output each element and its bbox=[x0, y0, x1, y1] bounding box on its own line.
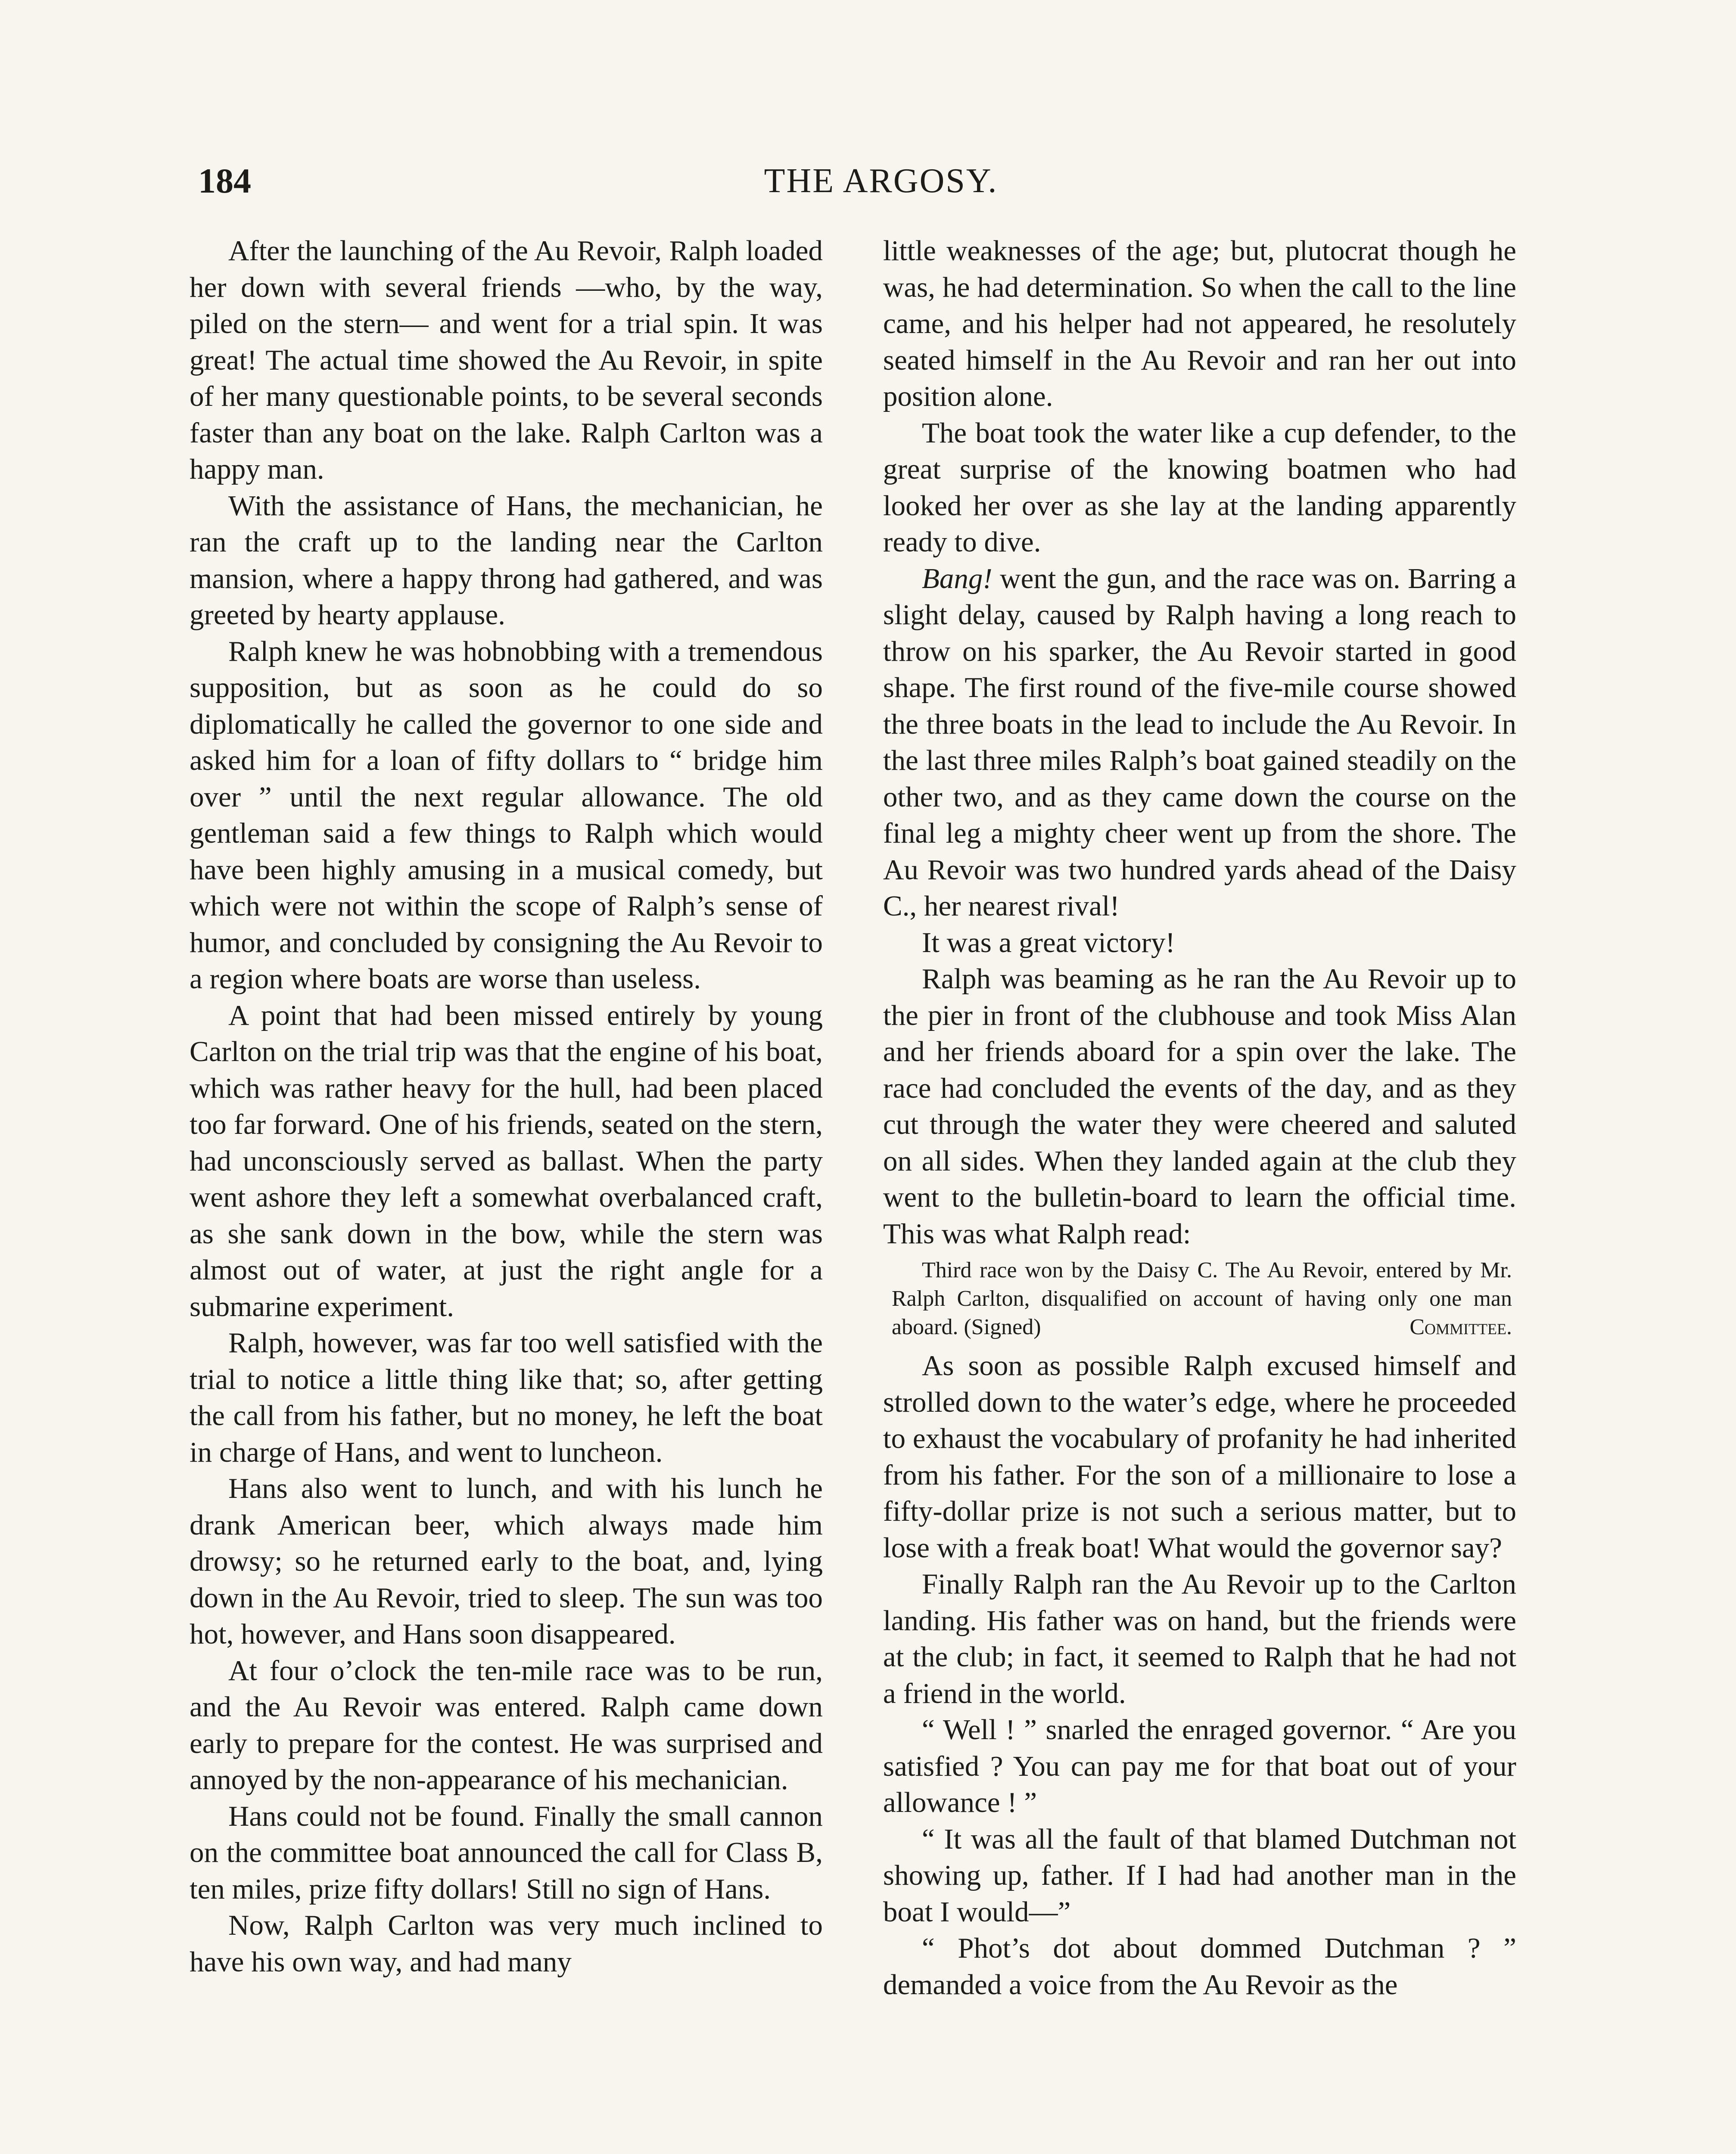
bulletin-notice bbox=[892, 1256, 1516, 1342]
paragraph bbox=[883, 560, 1516, 924]
paragraph: As soon as possible Ralph excused himself and strolled down to the water’s edge, where he proceeded to exhaust the vocabulary of profanity he had inherited from his father. For the son of a millionaire to lose a fifty-dollar prize is not such a serious matter, but to lose with a freak boat! What would the governor say? bbox=[883, 1350, 1516, 1564]
running-head bbox=[198, 155, 1564, 207]
journal-title: THE ARGOSY. bbox=[764, 162, 998, 200]
paragraph: Now, Ralph Carlton was very much inclined to have his own way, and had many bbox=[190, 1909, 823, 1978]
paragraph: Ralph was beaming as he ran the Au Revoir up to the pier in front of the clubhouse and took Miss Alan and her friends aboard for a spin over the lake. The race had concluded the events of the day, and as they cut through the water they were cheered and saluted on all sides. When they landed again at the club they went to the bulletin-board to learn the official time. This was what Ralph read: bbox=[883, 963, 1516, 1250]
bang-word: Bang! bbox=[922, 562, 992, 595]
notice-signature: Committee. bbox=[1409, 1315, 1512, 1339]
notice-text: Third race won by the Daisy C. The Au Revoir, entered by Mr. Ralph Carlton, disqualified on account of having only one man aboard. (Signed) bbox=[892, 1258, 1512, 1339]
paragraph: Ralph knew he was hobnobbing with a tremendous supposition, but as soon as he could do so diplomatically he called the governor to one side and asked him for a loan of fifty dollars to “ bridge him over ” until the next regular allowance. The old gentleman said a few things to Ralph which would have been highly amusing in a musical comedy, but which were not within the scope of Ralph’s sense of humor, and concluded by consigning the Au Revoir to a region where boats are worse than useless. bbox=[190, 635, 823, 995]
paragraph: “ Well ! ” snarled the enraged governor. “ Are you satisfied ? You can pay me for that boat out of your allowance ! ” bbox=[883, 1714, 1516, 1818]
paragraph: It was a great victory! bbox=[922, 926, 1175, 959]
paragraph: Hans also went to lunch, and with his lunch he drank American beer, which always made him drowsy; so he returned early to the boat, and, lying down in the Au Revoir, tried to sleep. The sun was too hot, however, and Hans soon disappeared. bbox=[190, 1472, 823, 1650]
paragraph: At four o’clock the ten-mile race was to be run, and the Au Revoir was entered. Ralph came down early to prepare for the contest. He was surprised and annoyed by the non-appearance of his mechanician. bbox=[190, 1654, 823, 1796]
paragraph: After the launching of the Au Revoir, Ralph loaded her down with several friends —who, by the way, piled on the stern— and went for a trial spin. It was great! The actual time showed the Au Revoir, in spite of her many questionable points, to be several seconds faster than any boat on the lake. Ralph Carlton was a happy man. bbox=[190, 235, 823, 485]
paragraph: With the assistance of Hans, the mechanician, he ran the craft up to the landing near the Carlton mansion, where a happy throng had gathered, and was greeted by hearty applause. bbox=[190, 489, 823, 631]
left-column bbox=[190, 233, 823, 2154]
paragraph: The boat took the water like a cup defender, to the great surprise of the knowing boatmen who had looked her over as she lay at the landing apparently ready to dive. bbox=[883, 417, 1516, 558]
right-column bbox=[883, 233, 1516, 2154]
paragraph: A point that had been missed entirely by young Carlton on the trial trip was that the engine of his boat, which was rather heavy for the hull, had been placed too far forward. One of his friends, seated on the stern, had unconsciously served as ballast. When the party went ashore they left a somewhat overbalanced craft, as she sank down in the bow, while the stern was almost out of water, at just the right angle for a submarine experiment. bbox=[190, 999, 823, 1323]
paragraph: Ralph, however, was far too well satisfied with the trial to notice a little thing like that; so, after getting the call from his father, but no money, he left the boat in charge of Hans, and went to luncheon. bbox=[190, 1327, 823, 1468]
paragraph: little weaknesses of the age; but, plutocrat though he was, he had determination. So when the call to the line came, and his helper had not appeared, he resolutely seated himself in the Au Revoir and ran her out into position alone. bbox=[883, 235, 1516, 412]
paragraph: Hans could not be found. Finally the small cannon on the committee boat announced the call for Class B, ten miles, prize fifty dollars! Still no sign of Hans. bbox=[190, 1800, 823, 1905]
paragraph: Finally Ralph ran the Au Revoir up to the Carlton landing. His father was on hand, but the friends were at the club; in fact, it seemed to Ralph that he had not a friend in the world. bbox=[883, 1568, 1516, 1709]
page-number: 184 bbox=[198, 161, 251, 200]
paragraph: “ Phot’s dot about dommed Dutchman ? ” demanded a voice from the Au Revoir as the bbox=[883, 1932, 1516, 2001]
paragraph-text: went the gun, and the race was on. Barring a slight delay, caused by Ralph having a long reach to throw on his sparker, the Au Revoir started in good shape. The first round of the five-mile course showed the three boats in the lead to include the Au Revoir. In the last three miles Ralph’s boat gained steadily on the other two, and as they came down the course on the final leg a mighty cheer went up from the shore. The Au Revoir was two hundred yards ahead of the Daisy C., her nearest rival! bbox=[883, 562, 1516, 922]
paragraph: “ It was all the fault of that blamed Dutchman not showing up, father. If I had had another man in the boat I would—” bbox=[883, 1823, 1516, 1928]
